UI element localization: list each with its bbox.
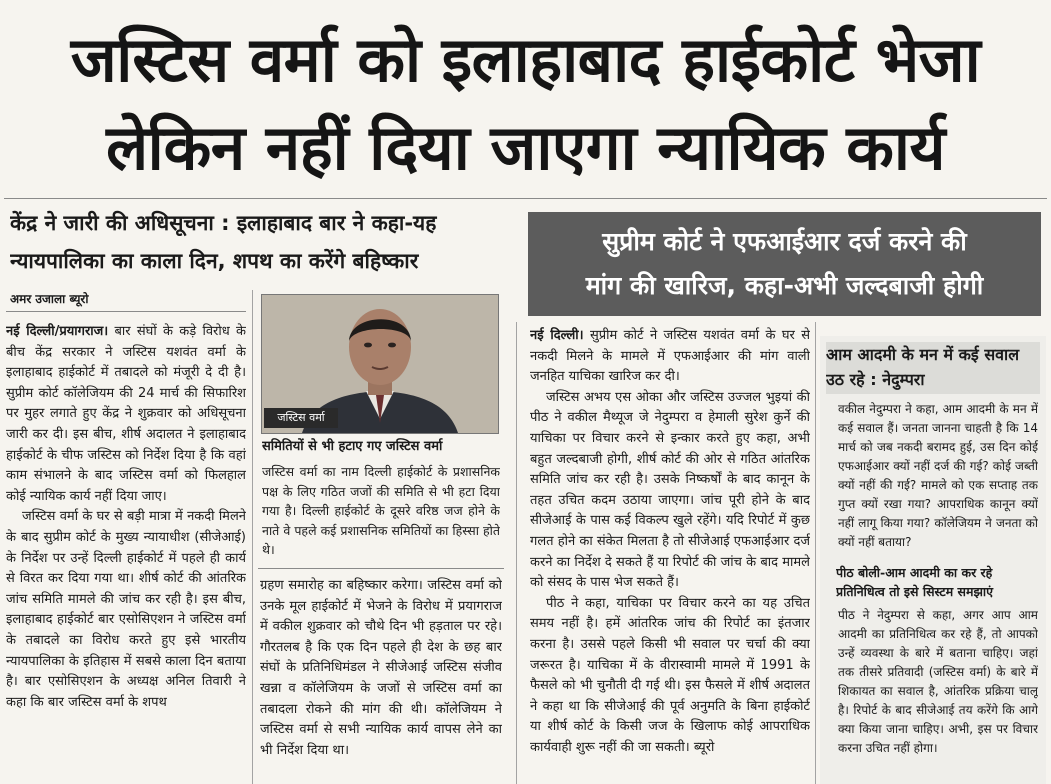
column-1-paragraph-1-text: बार संघों के कड़े विरोध के बीच केंद्र सरकार ने जस्टिस यशवंत वर्मा के इलाहाबाद हाईकोर्ट में तबादले को मंजूरी दे दी है। सुप्रीम कोर्ट कॉलेजियम की 24 मार्च की सिफारिश पर मुहर लगाते हुए केंद्र ने शुक्रवार को अधिसूचना जारी कर दी। इस बीच, शीर्ष अदालत ने इलाहाबाद हाईकोर्ट के चीफ जस्टिस को निर्देश दिया है कि वहां काम संभालने के बाद जस्टिस वर्मा को फिलहाल कोई न्यायिक कार्य नहीं दिया जाए।: [6, 324, 246, 504]
right-subheadline-line-2: मांग की खारिज, कहा-अभी जल्दबाजी होगी: [585, 271, 984, 300]
column-1-paragraph-2: जस्टिस वर्मा के घर से बड़ी मात्रा में नकदी मिलने के बाद सुप्रीम कोर्ट के मुख्य न्यायाधीश (सीजेआई) के निर्देश पर उन्हें दिल्ली हाईकोर्ट में पहले ही कार्य से विरत कर दिया गया था। शीर्ष कोर्ट की आंतरिक जांच समिति मामले की जांच कर रही है। इस बीच, इलाहाबाद हाईकोर्ट बार एसोसिएशन ने जस्टिस वर्मा के तबादले का विरोध करते हुए इसे भारतीय न्यायपालिका के इतिहास में सबसे काला दिन बताया है। बार एसोसिएशन के अध्यक्ष अनिल तिवारी ने कहा कि बार जस्टिस वर्मा के शपथ: [6, 509, 246, 710]
column-2-paragraph: ग्रहण समारोह का बहिष्कार करेगा। जस्टिस वर्मा को उनके मूल हाईकोर्ट में भेजने के विरोध में प्रयागराज में वकील शुक्रवार को चौथे दिन भी हड़ताल पर रहे। गौरतलब है कि एक दिन पहले ही देश के छह बार संघों के प्रतिनिधिमंडल ने सीजेआई जस्टिस संजीव खन्ना व कॉलेजियम के जजों से जस्टिस वर्मा का तबादला रोकने की मांग की थी। कॉलेजियम ने जस्टिस वर्मा से सभी न्यायिक कार्य वापस लेने का भी निर्देश दिया था।: [260, 578, 502, 758]
left-subheadline: [10, 204, 510, 284]
inset-box-title: समितियों से भी हटाए गए जस्टिस वर्मा: [262, 439, 443, 454]
column-1-paragraph-1: [6, 322, 246, 507]
sidebar-heading-2: पीठ बोली-आम आदमी का कर रहे प्रतिनिधित्व तो इसे सिस्टम समझाएं: [836, 565, 994, 599]
sidebar-text-2: पीठ ने नेदुम्परा से कहा, अगर आप आम आदमी का प्रतिनिधित्व कर रहे हैं, तो आपको उन्हें व्यवस्था के बारे में बताना चाहिए। जहां तक तीसरे प्रतिवादी (जस्टिस वर्मा) के बारे में शिकायत का सवाल है, आंतरिक प्रक्रिया चालू है। रिपोर्ट के बाद सीजेआई तय करेंगे कि आगे क्या किया जाना चाहिए। अभी, इस पर विचार करना उचित नहीं होगा।: [838, 608, 1038, 755]
photo-caption: जस्टिस वर्मा: [264, 408, 338, 428]
column-divider-1: [252, 290, 253, 784]
column-divider-2: [516, 322, 517, 784]
right-subheadline-line-1: सुप्रीम कोर्ट ने एफआईआर दर्ज करने की: [602, 227, 967, 256]
column-3-paragraph-3: पीठ ने कहा, याचिका पर विचार करने का यह उचित समय नहीं है। हमें आंतरिक जांच की रिपोर्ट का इंतजार करना है। उससे पहले किसी भी सवाल पर चर्चा की क्या जरूरत है। याचिका में के वीरास्वामी मामले में 1991 के फैसले को भी चुनौती दी गई थी। इस फैसले में शीर्ष अदालत ने कहा था कि सीजेआई की पूर्व अनुमति के बिना हाईकोर्ट या शीर्ष कोर्ट के किसी जज के खिलाफ कोई आपराधिक कार्यवाही शुरू नहीं की जा सकती। ब्यूरो: [530, 595, 810, 755]
column-divider-3: [815, 322, 816, 784]
column-3-article: [530, 326, 810, 784]
dateline: नई दिल्ली।: [530, 328, 584, 343]
column-3-paragraph-1: [530, 326, 810, 388]
column-1-article: [6, 322, 246, 782]
column-3-paragraph-2: जस्टिस अभय एस ओका और जस्टिस उज्जल भुइयां की पीठ ने वकील मैथ्यूज जे नेदुम्परा व हेमाली सुरेश कुर्ने की याचिका पर विचार करने से इन्कार करते हुए कहा, अभी बहुत जल्दबाजी होगी, शीर्ष कोर्ट की ओर से गठित आंतरिक समिति जांच कर रही है। उसके निष्कर्षों के बाद कानून के तहत उचित कदम उठाया जाएगा। जांच पूरी होने के बाद सीजेआई के पास कई विकल्प खुले रहेंगे। यदि रिपोर्ट में कुछ गलत होने का संकेत मिलता है तो सीजेआई एफआईआर दर्ज करने का निर्देश दे सकते हैं या रिपोर्ट की जांच के बाद मामले को संसद के पास भेज सकते हैं।: [530, 389, 810, 591]
column-3-paragraph-1-text: सुप्रीम कोर्ट ने जस्टिस यशवंत वर्मा के घर से नकदी मिलने के मामले में एफआईआर की मांग वाली जनहित याचिका खारिज कर दी।: [530, 328, 810, 385]
left-subheadline-line-1: केंद्र ने जारी की अधिसूचना : इलाहाबाद बार ने कहा-यह: [10, 211, 437, 235]
headline-divider: [4, 198, 1047, 199]
inset-box-divider: [258, 568, 504, 569]
inset-box-text: जस्टिस वर्मा का नाम दिल्ली हाईकोर्ट के प्रशासनिक पक्ष के लिए गठित जजों की समिति से भी हटा दिया गया है। दिल्ली हाईकोर्ट के दूसरे वरिष्ठ जज होने के नाते वे पहले कई प्रशासनिक समितियों का हिस्सा होते थे।: [262, 464, 500, 557]
sidebar-heading-1: आम आदमी के मन में कई सवाल उठ रहे : नेदुम्परा: [826, 342, 1040, 394]
dateline: नई दिल्ली/प्रयागराज।: [6, 324, 109, 339]
headline-line-2: लेकिन नहीं दिया जाएगा न्यायिक कार्य: [106, 111, 945, 184]
byline-divider: [6, 311, 246, 312]
byline: अमर उजाला ब्यूरो: [10, 292, 89, 306]
right-subheadline-box: [528, 212, 1041, 316]
sidebar-text-1: वकील नेदुम्परा ने कहा, आम आदमी के मन में कई सवाल हैं। जनता जानना चाहती है कि 14 मार्च को जब नकदी बरामद हुई, उस दिन कोई एफआईआर क्यों नहीं दर्ज की गई? कोई जब्ती क्यों नहीं की गई? मामले को एक सप्ताह तक गुप्त क्यों रखा गया? आपराधिक कानून क्यों नहीं लागू किया गया? कॉलेजियम ने जनता को क्यों नहीं बताया?: [838, 402, 1038, 549]
left-subheadline-line-2: न्यायपालिका का काला दिन, शपथ का करेंगे बहिष्कार: [10, 249, 419, 273]
headline-line-1: जस्टिस वर्मा को इलाहाबाद हाईकोर्ट भेजा: [70, 23, 981, 96]
column-2-article: [260, 576, 502, 784]
